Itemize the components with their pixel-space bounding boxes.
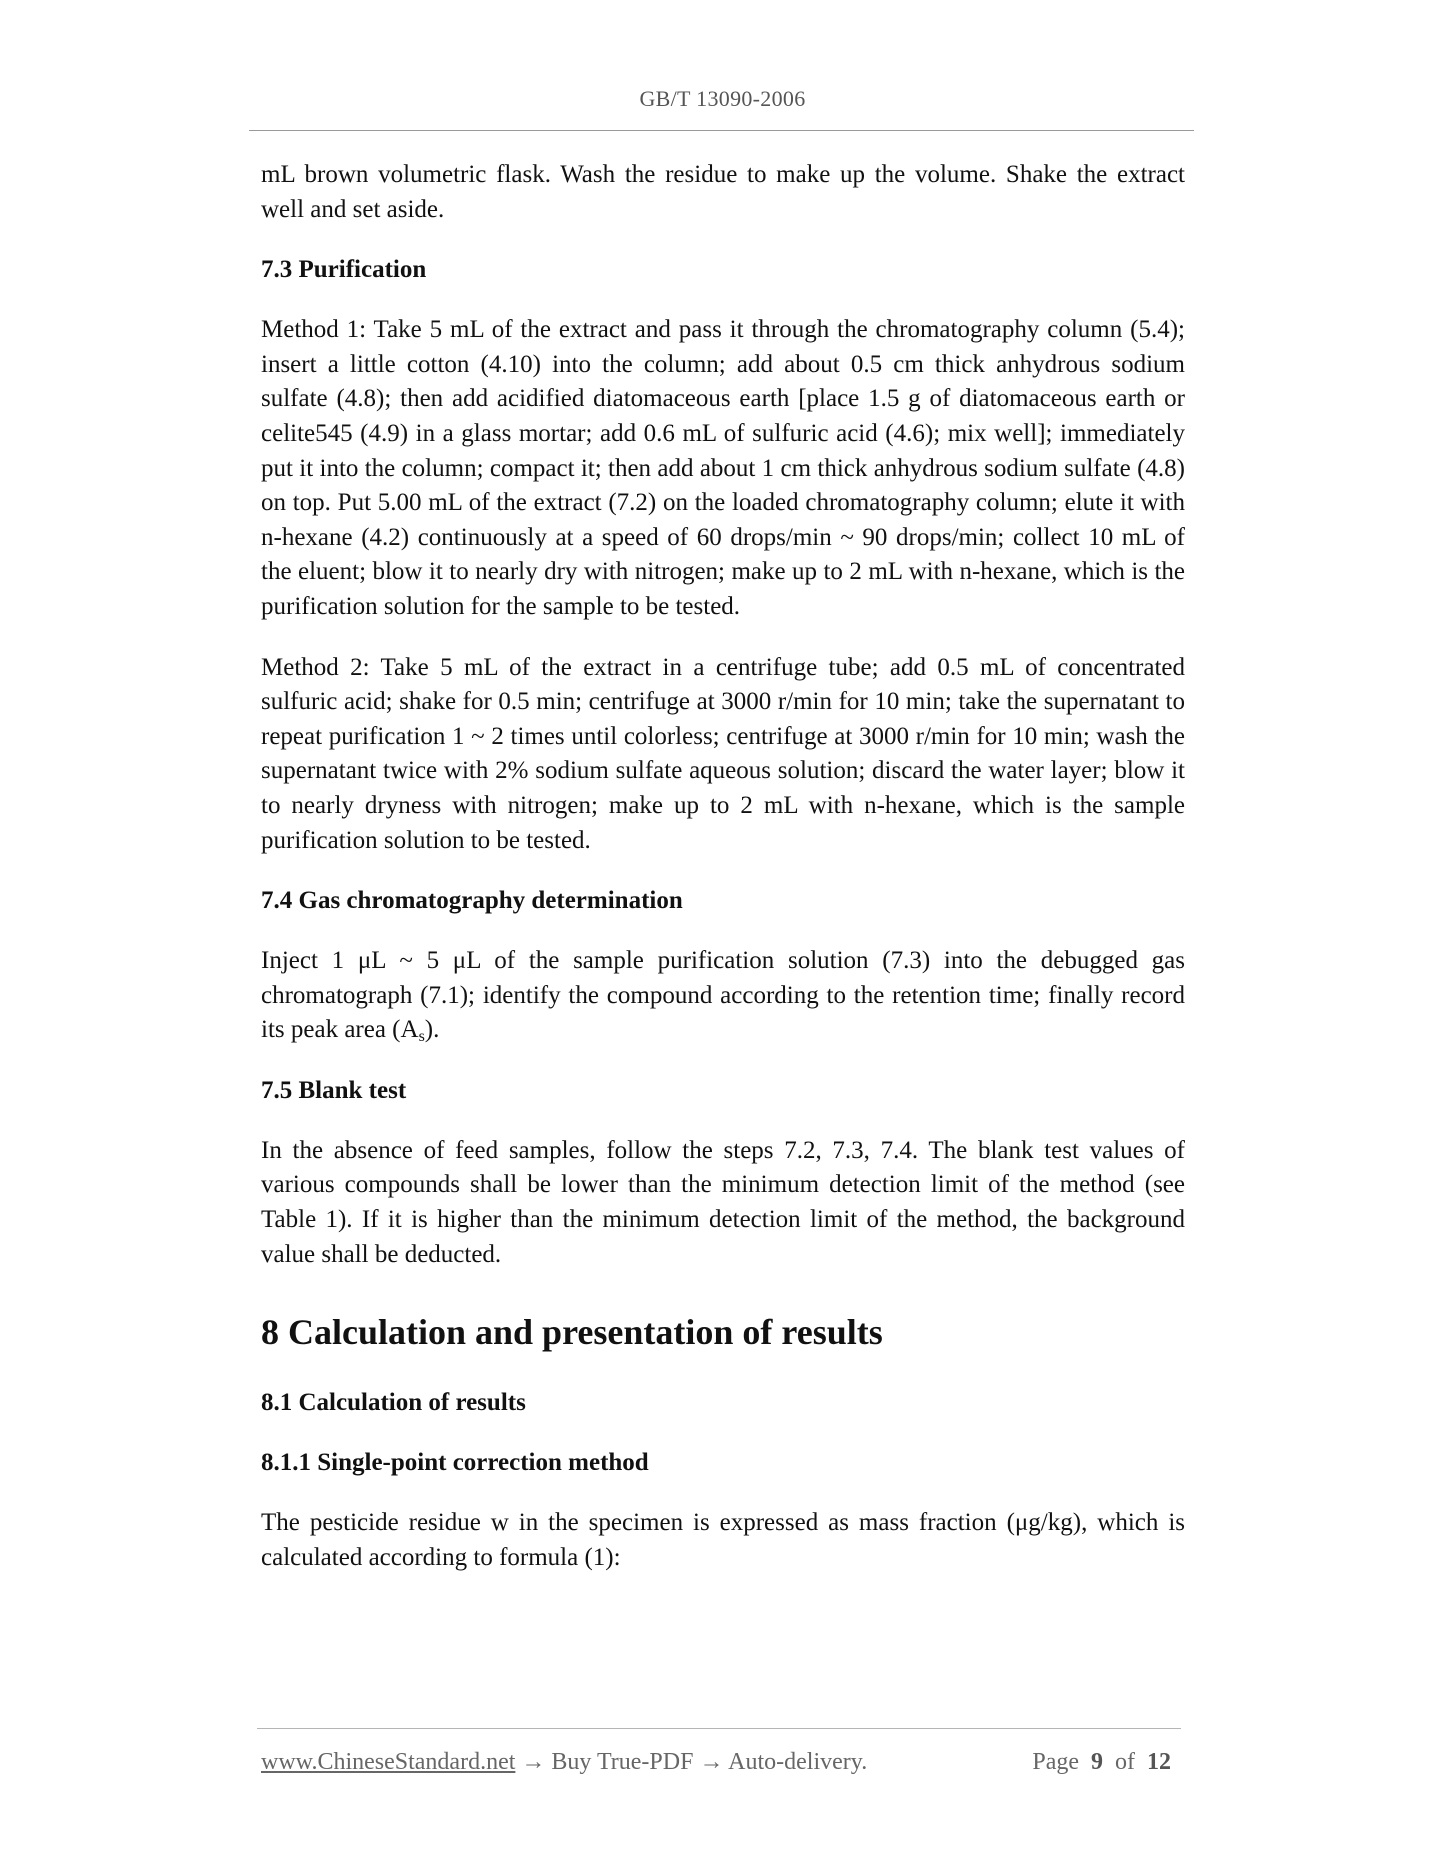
page-total: 12 bbox=[1147, 1749, 1171, 1775]
paragraph-8-1-1: The pesticide residue w in the specimen is expressed as mass fraction (μg/kg), which is calculated according to formula (1): bbox=[261, 1509, 1185, 1571]
subscript-s: s bbox=[418, 1028, 425, 1046]
auto-delivery-text: Auto-delivery. bbox=[728, 1749, 868, 1775]
arrow-right-icon: → bbox=[521, 1749, 546, 1775]
header-standard-code: GB/T 13090-2006 bbox=[639, 86, 806, 111]
page-label: Page bbox=[1032, 1749, 1079, 1775]
paragraph-method-2: Method 2: Take 5 mL of the extract in a centrifuge tube; add 0.5 mL of concentrated sulfuric acid; shake for 0.5 min; centrifuge at 3000 r/min for 10 min; take the supernatant to repeat purification 1 ~ 2 times until colorless; centrifuge at 3000 r/min for 10 min; wash the supernatant twice with 2% sodium sulfate aqueous solution; discard the water layer; blow it to nearly dryness with nitrogen; make up to 2 mL with n-hexane, which is the sample purification solution to be tested. bbox=[261, 653, 1185, 854]
paragraph-7-4 bbox=[261, 944, 1185, 1048]
footer-divider bbox=[257, 1728, 1181, 1729]
heading-8-1-calculation-of-results: 8.1 Calculation of results bbox=[261, 1389, 526, 1417]
paragraph-7-5: In the absence of feed samples, follow the steps 7.2, 7.3, 7.4. The blank test values of various compounds shall be lower than the minimum detection limit of the method (see Table 1). If it is higher than the minimum detection limit of the method, the background value shall be deducted. bbox=[261, 1136, 1185, 1268]
page-indicator bbox=[1032, 1749, 1171, 1776]
heading-7-4-gas-chromatography: 7.4 Gas chromatography determination bbox=[261, 887, 683, 915]
paragraph-method-1: Method 1: Take 5 mL of the extract and pass it through the chromatography column (5.4); insert a little cotton (4.10) into the column; add about 0.5 cm thick anhydrous sodium sulfate (4.8); then add acidified diatomaceous earth [place 1.5 g of diatomaceous earth or celite545 (4.9) in a glass mortar; add 0.6 mL of sulfuric acid (4.6); mix well]; immediately put it into the column; compact it; then add about 1 cm thick anhydrous sodium sulfate (4.8) on top. Put 5.00 mL of the extract (7.2) on the loaded chromatography column; elute it with n-hexane (4.2) continuously at a speed of 60 drops/min ~ 90 drops/min; collect 10 mL of the eluent; blow it to nearly dry with nitrogen; make up to 2 mL with n-hexane, which is the purification solution for the sample to be tested. bbox=[261, 316, 1185, 620]
footer-left bbox=[261, 1749, 867, 1776]
buy-true-pdf-text: Buy True-PDF bbox=[551, 1749, 694, 1775]
of-label: of bbox=[1115, 1749, 1135, 1775]
arrow-right-icon: → bbox=[699, 1749, 724, 1775]
heading-7-5-blank-test: 7.5 Blank test bbox=[261, 1076, 407, 1104]
page-content bbox=[261, 158, 1185, 1575]
heading-8-calculation: 8 Calculation and presentation of results bbox=[261, 1312, 883, 1353]
paragraph-7-4-end: ). bbox=[424, 1016, 440, 1044]
paragraph-continued: mL brown volumetric flask. Wash the residue to make up the volume. Shake the extract well and set aside. bbox=[261, 161, 1185, 223]
site-link[interactable]: www.ChineseStandard.net bbox=[261, 1749, 516, 1775]
page-current: 9 bbox=[1091, 1749, 1103, 1775]
paragraph-7-4-text: Inject 1 μL ~ 5 μL of the sample purification solution (7.3) into the debugged gas chromatograph (7.1); identify the compound according to the retention time; finally record its peak area (A bbox=[261, 947, 1185, 1044]
heading-8-1-1-single-point: 8.1.1 Single-point correction method bbox=[261, 1449, 649, 1477]
heading-7-3-purification: 7.3 Purification bbox=[261, 256, 427, 284]
header-divider bbox=[249, 130, 1194, 131]
